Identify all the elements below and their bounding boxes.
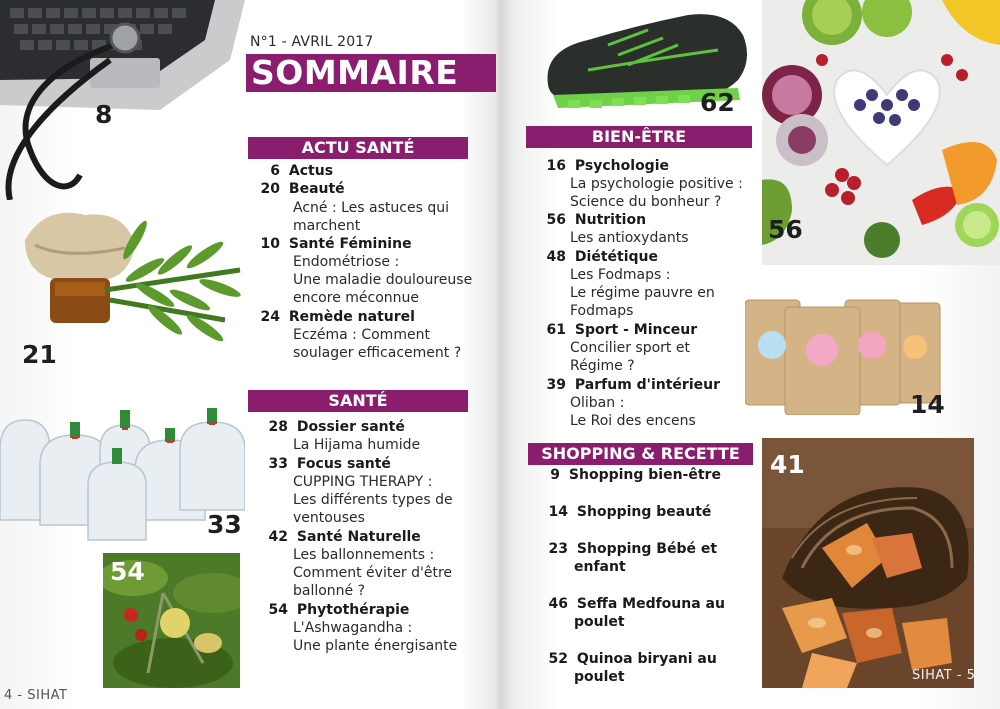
section-heading-actu-sante: ACTU SANTÉ [248, 137, 468, 159]
toc-item-subtitle: poulet [574, 614, 625, 630]
left-page-footer: 4 - SIHAT [4, 688, 68, 703]
toc-item[interactable]: 61 Sport - Minceur [546, 322, 698, 338]
toc-item-subtitle: Fodmaps [570, 303, 634, 319]
toc-item-subtitle: poulet [574, 669, 625, 685]
laptop-stethoscope-photo [0, 0, 245, 200]
toc-item-subtitle: marchent [293, 218, 361, 234]
toc-item[interactable]: 39 Parfum d'intérieur [546, 377, 720, 393]
toc-item[interactable]: 14 Shopping beauté [548, 504, 712, 520]
page-number-62: 62 [700, 88, 735, 117]
toc-item-subtitle: Le régime pauvre en [570, 285, 715, 301]
toc-item-subtitle: Les ballonnements : [293, 547, 435, 563]
page-number-33: 33 [207, 510, 242, 539]
right-page-footer: SIHAT - 5 [912, 668, 976, 683]
toc-item-subtitle: Science du bonheur ? [570, 194, 722, 210]
toc-item[interactable]: 23 Shopping Bébé et [548, 541, 718, 557]
toc-item[interactable]: 28 Dossier santé [268, 419, 405, 435]
toc-item-subtitle: Comment éviter d'être [293, 565, 453, 581]
page-number-54: 54 [110, 557, 145, 586]
essential-oil-photo [15, 200, 245, 350]
toc-item-subtitle: Les différents types de [293, 492, 453, 508]
toc-item[interactable]: 24 Remède naturel [260, 309, 415, 325]
toc-item-subtitle: CUPPING THERAPY : [293, 474, 433, 490]
page-number-21: 21 [22, 340, 57, 369]
toc-item-subtitle: Concilier sport et [570, 340, 690, 356]
toc-item[interactable]: 33 Focus santé [268, 456, 391, 472]
toc-item[interactable]: 52 Quinoa biryani au [548, 651, 717, 667]
toc-item-subtitle: La Hijama humide [293, 437, 421, 453]
page-title: SOMMAIRE [251, 53, 459, 92]
page-number-56: 56 [768, 215, 803, 244]
toc-item[interactable]: 16 Psychologie [546, 158, 669, 174]
toc-item-subtitle: Une maladie douloureuse [293, 272, 473, 288]
toc-item-subtitle: L'Ashwagandha : [293, 620, 413, 636]
issue-label: N°1 - AVRIL 2017 [250, 34, 374, 50]
toc-item-subtitle: Oliban : [570, 395, 625, 411]
section-heading-bien-etre: BIEN-ÊTRE [526, 126, 752, 148]
page-number-14: 14 [910, 390, 945, 419]
toc-item-subtitle: ventouses [293, 510, 365, 526]
toc-item-subtitle: soulager efficacement ? [293, 345, 462, 361]
toc-item-subtitle: ballonné ? [293, 583, 366, 599]
toc-item[interactable]: 54 Phytothérapie [268, 602, 410, 618]
toc-item-subtitle: Régime ? [570, 358, 635, 374]
toc-item-subtitle: Le Roi des encens [570, 413, 696, 429]
toc-item[interactable]: 20 Beauté [260, 181, 345, 197]
toc-item-subtitle: Acné : Les astuces qui [293, 200, 449, 216]
toc-item[interactable]: 48 Diététique [546, 249, 658, 265]
toc-item-subtitle: Les antioxydants [570, 230, 689, 246]
toc-item[interactable]: 6 Actus [270, 163, 334, 179]
toc-item-subtitle: Endométriose : [293, 254, 400, 270]
toc-item[interactable]: 10 Santé Féminine [260, 236, 412, 252]
toc-item-subtitle: Les Fodmaps : [570, 267, 671, 283]
section-heading-shopping-recette: SHOPPING & RECETTE [528, 443, 753, 465]
toc-item-subtitle: Eczéma : Comment [293, 327, 430, 343]
toc-item[interactable]: 42 Santé Naturelle [268, 529, 421, 545]
section-heading-sante: SANTÉ [248, 390, 468, 412]
toc-item[interactable]: 9 Shopping bien-être [550, 467, 721, 483]
toc-item-subtitle: enfant [574, 559, 626, 575]
toc-item-subtitle: La psychologie positive : [570, 176, 743, 192]
toc-item[interactable]: 46 Seffa Medfouna au [548, 596, 725, 612]
toc-item[interactable]: 56 Nutrition [546, 212, 647, 228]
toc-item-subtitle: encore méconnue [293, 290, 420, 306]
page-number-41: 41 [770, 450, 805, 479]
toc-item-subtitle: Une plante énergisante [293, 638, 458, 654]
page-number-8: 8 [95, 100, 113, 129]
